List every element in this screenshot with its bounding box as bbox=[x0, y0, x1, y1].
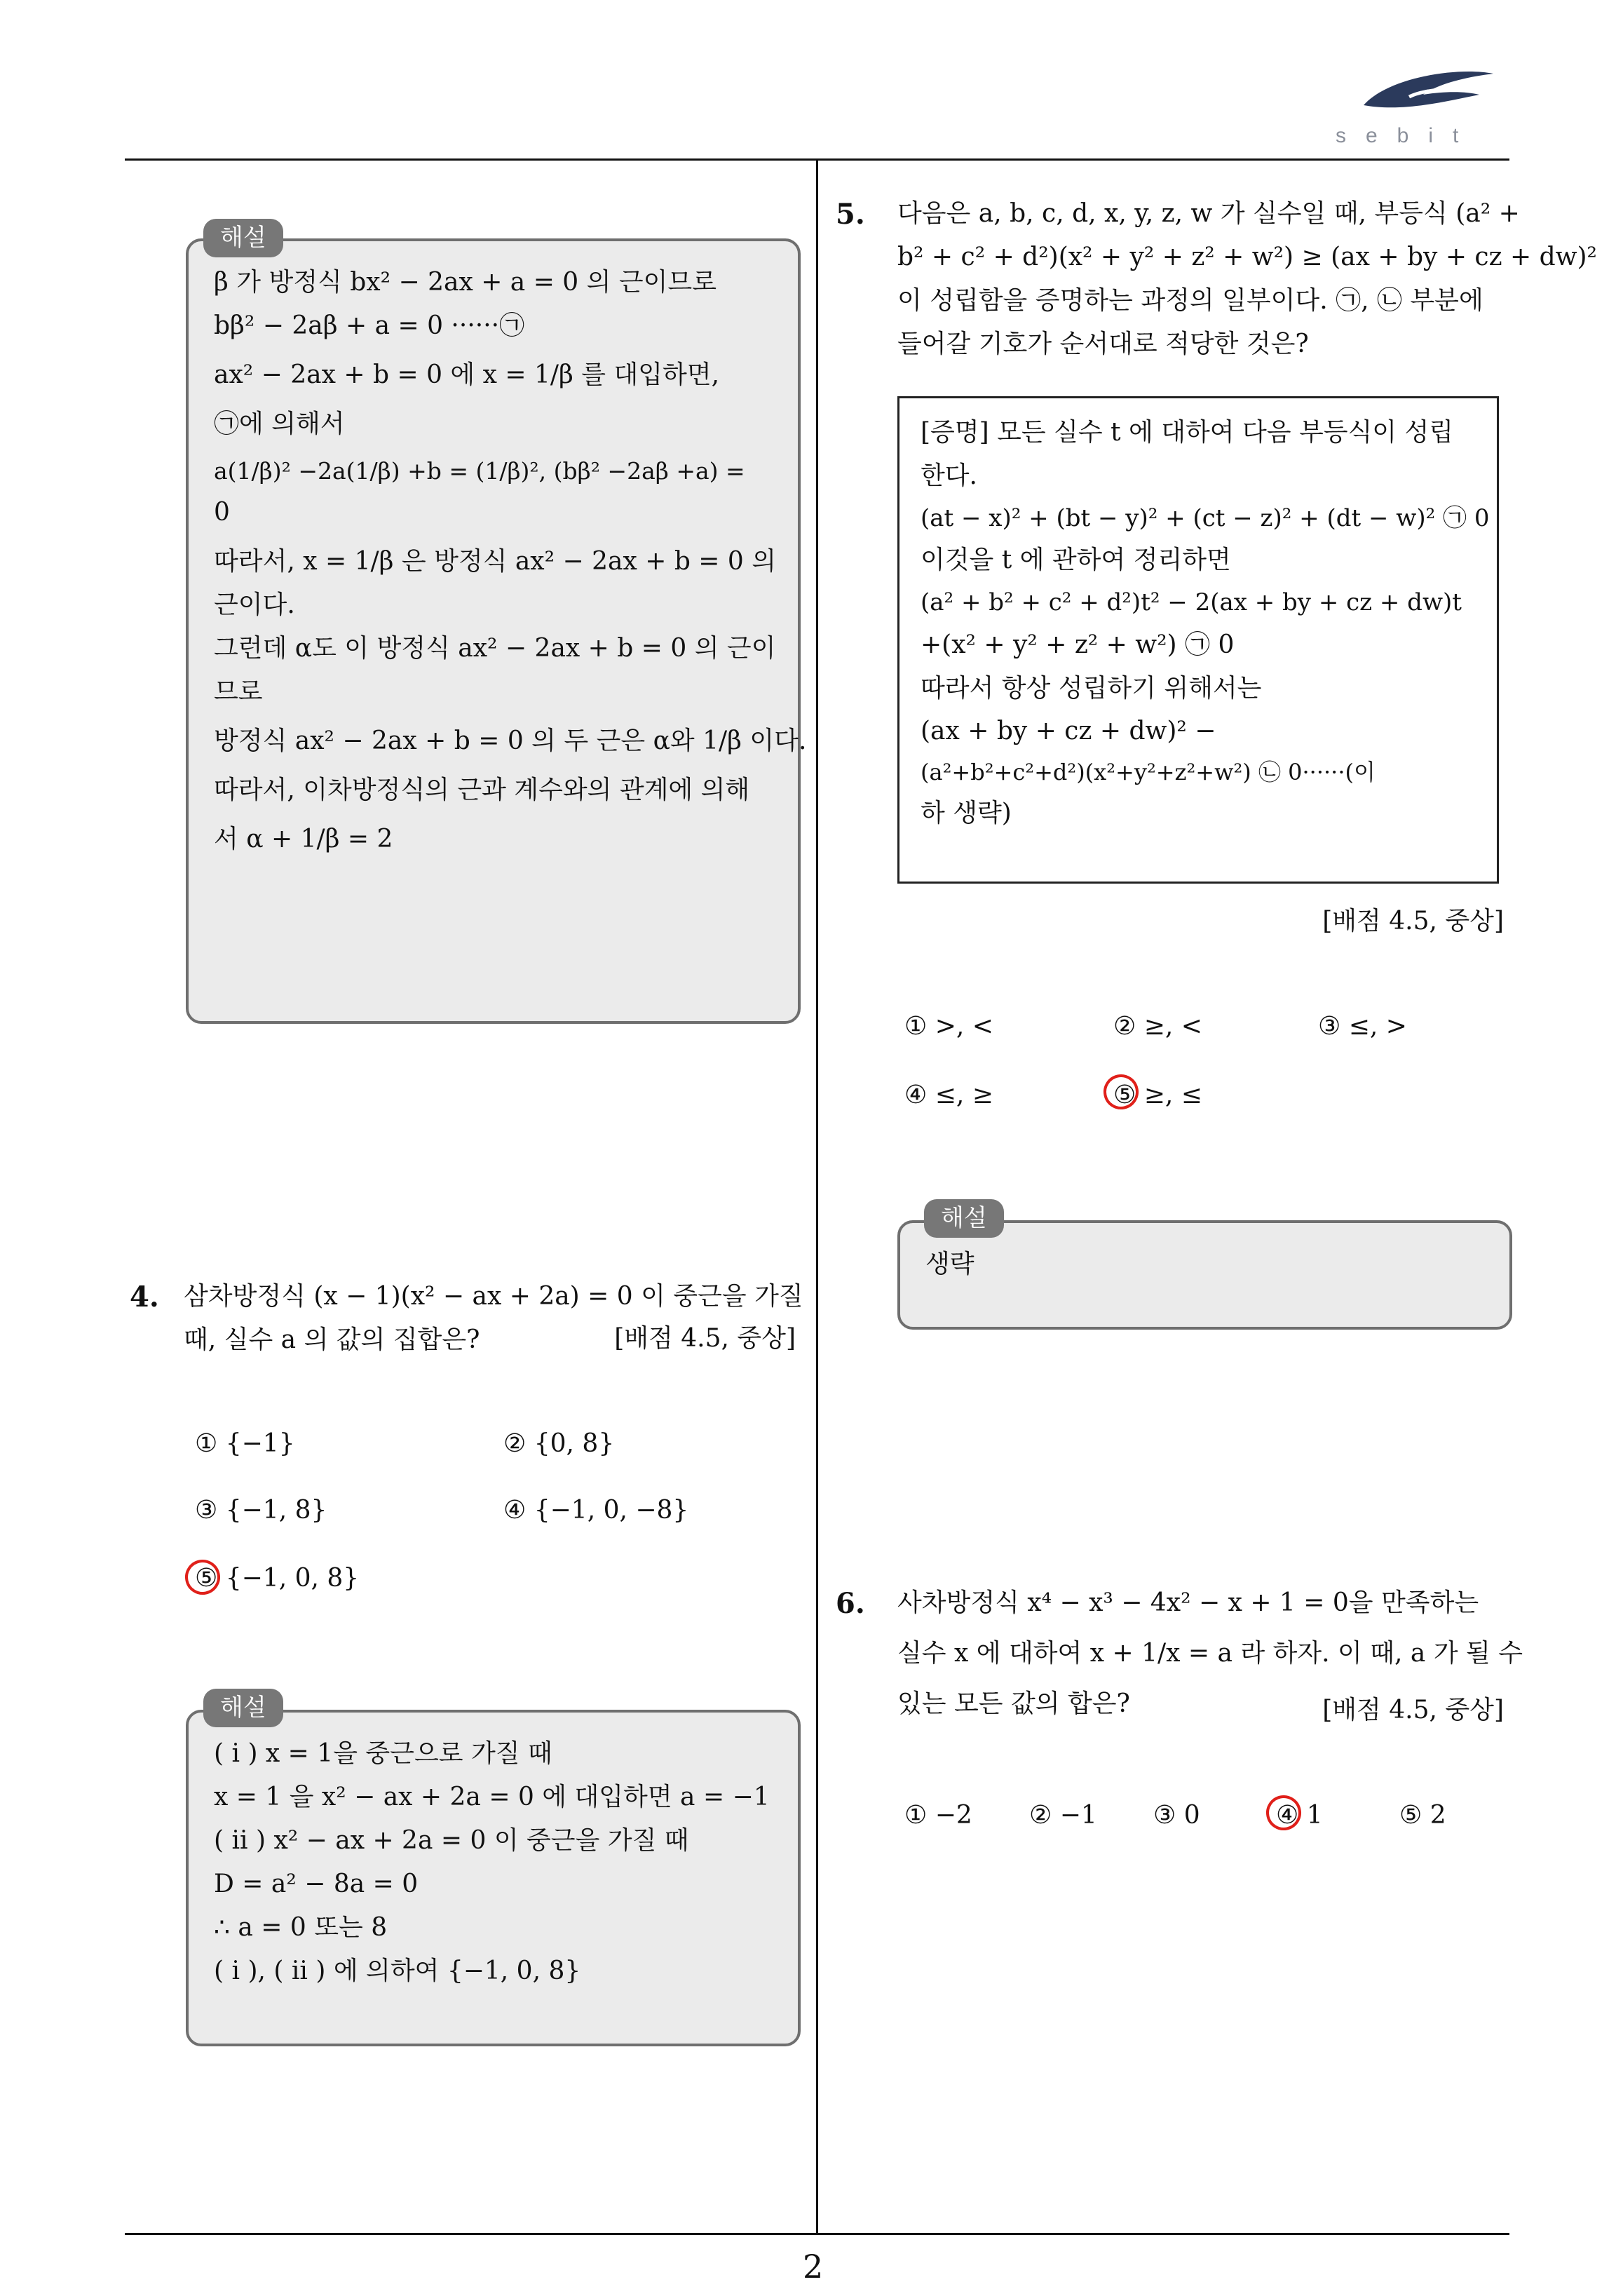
q5-text-line: 이 성립함을 증명하는 과정의 일부이다. ㉠, ㉡ 부분에 bbox=[897, 285, 1483, 315]
sol4-line: D = a² − 8a = 0 bbox=[214, 1869, 419, 1898]
q5-text-line: b² + c² + d²)(x² + y² + z² + w²) ≥ (ax + by + cz + dw)² bbox=[897, 242, 1597, 271]
q4-choice-3[interactable]: ③ {−1, 8} bbox=[195, 1496, 327, 1525]
q6-choice-3[interactable]: ③ 0 bbox=[1153, 1801, 1200, 1830]
proof-line: +(x² + y² + z² + w²) ㉠ 0 bbox=[921, 630, 1235, 659]
sol3-line: 그런데 α도 이 방정식 ax² − 2ax + b = 0 의 근이 bbox=[214, 634, 776, 663]
sol3-line: 근이다. bbox=[214, 590, 295, 620]
q5-choice-2[interactable]: ② ≥, < bbox=[1113, 1012, 1202, 1041]
footer-rule bbox=[125, 2233, 1509, 2235]
sol3-line: ㉠에 의해서 bbox=[214, 409, 345, 438]
q6-text-line: 실수 x 에 대하여 x + 1/x = a 라 하자. 이 때, a 가 될 수 bbox=[897, 1638, 1523, 1668]
sol3-line: 방정식 ax² − 2ax + b = 0 의 두 근은 α와 1/β 이다. bbox=[214, 726, 807, 755]
proof-line: 이것을 t 에 관하여 정리하면 bbox=[921, 546, 1231, 575]
sol3-line: bβ² − 2aβ + a = 0 ······㉠ bbox=[214, 311, 525, 340]
sol4-line: ( ii ) x² − ax + 2a = 0 이 중근을 가질 때 bbox=[214, 1825, 689, 1855]
sol3-line: 므로 bbox=[214, 677, 263, 706]
sol4-line: ( i ), ( ii ) 에 의하여 {−1, 0, 8} bbox=[214, 1956, 581, 1985]
q4-score: [배점 4.5, 중상] bbox=[614, 1324, 796, 1353]
logo-wordmark: sebit bbox=[1336, 124, 1479, 147]
question-5-text bbox=[897, 192, 1597, 366]
solution-box-q4 bbox=[186, 1710, 801, 2046]
solution-box-q3 bbox=[186, 238, 807, 1024]
solution-tag: 해설 bbox=[203, 219, 283, 257]
q5-choice-5[interactable]: ⑤ ≥, ≤ bbox=[1113, 1081, 1202, 1109]
proof-line: [증명] 모든 실수 t 에 대하여 다음 부등식이 성립 bbox=[921, 418, 1454, 447]
q5-score: [배점 4.5, 중상] bbox=[1322, 907, 1504, 936]
proof-line: 하 생략) bbox=[921, 799, 1012, 828]
q6-text-line: 있는 모든 값의 합은? bbox=[897, 1689, 1130, 1718]
q6-choice-1[interactable]: ① −2 bbox=[904, 1801, 972, 1830]
column-divider bbox=[816, 161, 818, 2233]
solution-tag: 해설 bbox=[203, 1689, 283, 1727]
sol3-line: β 가 방정식 bx² − 2ax + a = 0 의 근이므로 bbox=[214, 268, 717, 297]
sol3-line: 0 bbox=[214, 498, 230, 527]
question-number-6: 6. bbox=[836, 1587, 865, 1620]
proof-line: (a² + b² + c² + d²)t² − 2(ax + by + cz + dw)t bbox=[921, 588, 1462, 617]
page-number: 2 bbox=[803, 2248, 824, 2285]
solution-tag: 해설 bbox=[924, 1199, 1004, 1238]
proof-line: 한다. bbox=[921, 461, 977, 490]
q6-choice-2[interactable]: ② −1 bbox=[1029, 1801, 1097, 1830]
q4-text-line: 때, 실수 a 의 값의 집합은? bbox=[184, 1325, 480, 1354]
q6-choice-5[interactable]: ⑤ 2 bbox=[1399, 1801, 1446, 1830]
proof-line: 따라서 항상 성립하기 위해서는 bbox=[921, 673, 1262, 703]
sol5-text: 생략 bbox=[925, 1250, 975, 1278]
sol4-line: x = 1 을 x² − ax + 2a = 0 에 대입하면 a = −1 bbox=[214, 1782, 770, 1811]
proof-line: (a²+b²+c²+d²)(x²+y²+z²+w²) ㉡ 0······(이 bbox=[921, 759, 1376, 786]
q5-text-line: 다음은 a, b, c, d, x, y, z, w 가 실수일 때, 부등식 (a² + bbox=[897, 199, 1520, 228]
q6-text-line: 사차방정식 x⁴ − x³ − 4x² − x + 1 = 0을 만족하는 bbox=[897, 1588, 1479, 1617]
sol4-line: ∴ a = 0 또는 8 bbox=[214, 1912, 388, 1942]
q5-choice-1[interactable]: ① >, < bbox=[904, 1012, 993, 1041]
sebit-logo-mark bbox=[1360, 63, 1500, 126]
sol4-line: ( i ) x = 1을 중근으로 가질 때 bbox=[214, 1739, 552, 1768]
sol3-line: 서 α + 1/β = 2 bbox=[214, 824, 393, 853]
q6-score: [배점 4.5, 중상] bbox=[1322, 1696, 1504, 1724]
proof-line: (ax + by + cz + dw)² − bbox=[921, 717, 1216, 746]
q4-choice-1[interactable]: ① {−1} bbox=[195, 1429, 295, 1458]
q5-choice-4[interactable]: ④ ≤, ≥ bbox=[904, 1081, 993, 1109]
sol3-line: 따라서, 이차방정식의 근과 계수와의 관계에 의해 bbox=[214, 775, 750, 804]
q5-choice-3[interactable]: ③ ≤, > bbox=[1318, 1012, 1407, 1041]
proof-line: (at − x)² + (bt − y)² + (ct − z)² + (dt − w)² ㉠ 0 bbox=[921, 504, 1490, 532]
question-number-4: 4. bbox=[130, 1281, 159, 1314]
sol3-line: ax² − 2ax + b = 0 에 x = 1/β 를 대입하면, bbox=[214, 360, 720, 389]
q5-text-line: 들어갈 기호가 순서대로 적당한 것은? bbox=[897, 329, 1309, 358]
q4-choice-4[interactable]: ④ {−1, 0, −8} bbox=[503, 1496, 689, 1525]
sol3-line: 따라서, x = 1/β 은 방정식 ax² − 2ax + b = 0 의 bbox=[214, 547, 777, 576]
question-number-5: 5. bbox=[836, 198, 865, 231]
q6-choice-4[interactable]: ④ 1 bbox=[1276, 1801, 1323, 1830]
q4-choice-5[interactable]: ⑤ {−1, 0, 8} bbox=[195, 1564, 360, 1593]
q4-text-line: 삼차방정식 (x − 1)(x² − ax + 2a) = 0 이 중근을 가질 bbox=[184, 1282, 803, 1311]
q4-choice-2[interactable]: ② {0, 8} bbox=[503, 1429, 615, 1458]
sol3-line: a(1/β)² −2a(1/β) +b = (1/β)², (bβ² −2aβ +a) = bbox=[214, 457, 745, 485]
proof-box bbox=[897, 396, 1499, 884]
